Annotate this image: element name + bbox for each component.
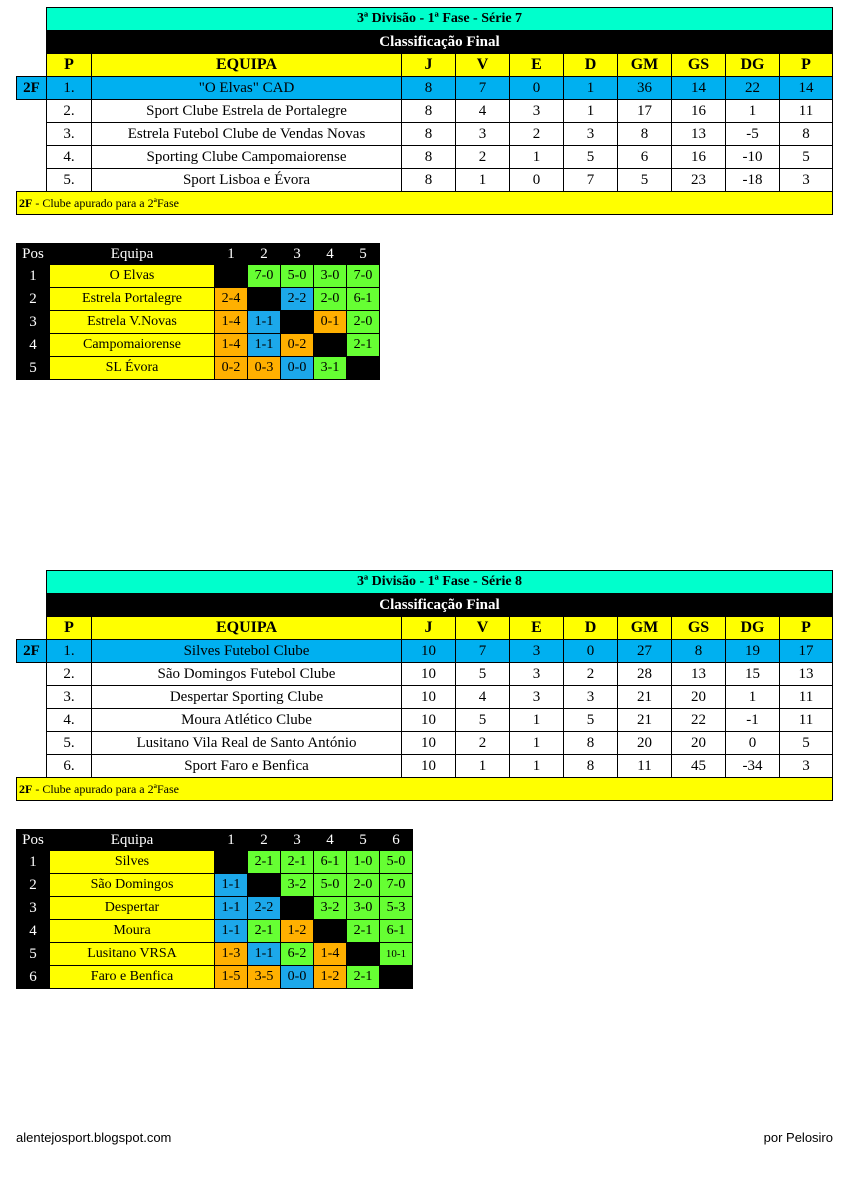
team-name: "O Elvas" CAD [92, 77, 402, 100]
qualified-tag [17, 663, 47, 686]
stat-cell: 16 [672, 100, 726, 123]
results-matrix [16, 829, 413, 989]
match-result: 2-2 [281, 288, 314, 311]
column-header: GM [618, 54, 672, 77]
match-result: 1-1 [248, 311, 281, 334]
stat-cell: 4 [456, 100, 510, 123]
column-header: P [47, 617, 92, 640]
matrix-row [17, 874, 413, 897]
column-header: GS [672, 617, 726, 640]
tag-cell [17, 8, 47, 31]
stat-cell: 13 [780, 663, 833, 686]
stat-cell: 3. [47, 686, 92, 709]
tag-cell [17, 594, 47, 617]
stat-cell: 8 [402, 123, 456, 146]
matrix-row [17, 920, 413, 943]
column-header: DG [726, 617, 780, 640]
stat-cell: 11 [780, 686, 833, 709]
stat-cell: 1 [510, 709, 564, 732]
match-result: 6-1 [347, 288, 380, 311]
matrix-team: Silves [50, 851, 215, 874]
matrix-pos: 1 [17, 265, 50, 288]
stat-cell: 45 [672, 755, 726, 778]
stat-cell: 2. [47, 100, 92, 123]
stat-cell: 8 [402, 169, 456, 192]
match-result: 1-1 [248, 943, 281, 966]
stat-cell: 3 [510, 663, 564, 686]
match-result: 2-1 [347, 920, 380, 943]
match-result: 1-4 [215, 334, 248, 357]
stat-cell: 4. [47, 146, 92, 169]
qualified-tag: 2F [17, 77, 47, 100]
match-result: 1-1 [215, 874, 248, 897]
team-name: São Domingos Futebol Clube [92, 663, 402, 686]
stat-cell: 22 [726, 77, 780, 100]
stat-cell: 16 [672, 146, 726, 169]
matrix-col-header: 2 [248, 244, 281, 265]
match-result: 0-1 [314, 311, 347, 334]
stat-cell: 3 [564, 123, 618, 146]
stat-cell: 36 [618, 77, 672, 100]
matrix-row [17, 851, 413, 874]
stat-cell: 10 [402, 732, 456, 755]
match-result: 3-5 [248, 966, 281, 989]
match-result: 1-5 [215, 966, 248, 989]
match-result: 2-1 [248, 920, 281, 943]
stat-cell: 11 [780, 709, 833, 732]
match-result: 0-3 [248, 357, 281, 380]
stat-cell: 8 [402, 100, 456, 123]
stat-cell: 5 [618, 169, 672, 192]
match-result: 5-0 [314, 874, 347, 897]
match-result [347, 357, 380, 380]
column-header: GM [618, 617, 672, 640]
table-row [17, 709, 833, 732]
footer-author: por Pelosiro [763, 1130, 833, 1145]
table-row [17, 169, 833, 192]
qualified-tag [17, 709, 47, 732]
match-result: 3-0 [314, 265, 347, 288]
matrix-team: São Domingos [50, 874, 215, 897]
match-result: 0-0 [281, 966, 314, 989]
stat-cell: 3. [47, 123, 92, 146]
match-result: 1-0 [347, 851, 380, 874]
team-name: Lusitano Vila Real de Santo António [92, 732, 402, 755]
stat-cell: 1 [456, 755, 510, 778]
stat-cell: -34 [726, 755, 780, 778]
team-name: Moura Atlético Clube [92, 709, 402, 732]
matrix-col-header: 4 [314, 830, 347, 851]
legend-text: - Clube apurado para a 2ªFase [32, 196, 179, 210]
match-result: 2-0 [347, 874, 380, 897]
stat-cell: 20 [672, 732, 726, 755]
matrix-pos: 3 [17, 311, 50, 334]
stat-cell: 5 [456, 709, 510, 732]
stat-cell: 7 [456, 640, 510, 663]
stat-cell: 1. [47, 77, 92, 100]
stat-cell: 27 [618, 640, 672, 663]
matrix-header-pos: Pos [17, 830, 50, 851]
stat-cell: 10 [402, 755, 456, 778]
qualified-tag [17, 169, 47, 192]
matrix-col-header: 5 [347, 830, 380, 851]
table-row [17, 686, 833, 709]
stat-cell: 0 [510, 169, 564, 192]
title-row [17, 571, 833, 594]
match-result: 2-2 [248, 897, 281, 920]
table-row [17, 77, 833, 100]
stat-cell: 23 [672, 169, 726, 192]
standings-table [16, 7, 833, 215]
stat-cell: 28 [618, 663, 672, 686]
match-result: 1-4 [314, 943, 347, 966]
team-name: Estrela Futebol Clube de Vendas Novas [92, 123, 402, 146]
stat-cell: 3 [564, 686, 618, 709]
qualified-tag [17, 732, 47, 755]
matrix-team: Lusitano VRSA [50, 943, 215, 966]
legend-row [17, 778, 833, 801]
stat-cell: 3 [780, 169, 833, 192]
column-header: P [780, 617, 833, 640]
team-name: Sporting Clube Campomaiorense [92, 146, 402, 169]
matrix-team: Campomaiorense [50, 334, 215, 357]
stat-cell: 2. [47, 663, 92, 686]
matrix-pos: 4 [17, 920, 50, 943]
match-result: 5-3 [380, 897, 413, 920]
match-result: 0-2 [281, 334, 314, 357]
match-result: 2-0 [314, 288, 347, 311]
match-result: 1-3 [215, 943, 248, 966]
matrix-team: Faro e Benfica [50, 966, 215, 989]
matrix-pos: 1 [17, 851, 50, 874]
stat-cell: 5 [456, 663, 510, 686]
results-matrix [16, 243, 380, 380]
stat-cell: 5 [564, 709, 618, 732]
matrix-team: Estrela Portalegre [50, 288, 215, 311]
column-header: E [510, 54, 564, 77]
match-result: 2-0 [347, 311, 380, 334]
match-result [380, 966, 413, 989]
stat-cell: 2 [456, 146, 510, 169]
stat-cell: 11 [780, 100, 833, 123]
matrix-team: O Elvas [50, 265, 215, 288]
match-result: 7-0 [248, 265, 281, 288]
matrix-row [17, 897, 413, 920]
stat-cell: 2 [564, 663, 618, 686]
legend-text: - Clube apurado para a 2ªFase [32, 782, 179, 796]
title-row [17, 8, 833, 31]
stat-cell: 8 [672, 640, 726, 663]
series-subtitle: Classificação Final [47, 31, 833, 54]
match-result: 6-1 [314, 851, 347, 874]
legend-row [17, 192, 833, 215]
match-result: 1-1 [215, 897, 248, 920]
column-header: V [456, 617, 510, 640]
matrix-pos: 5 [17, 357, 50, 380]
match-result [248, 288, 281, 311]
stat-cell: 7 [564, 169, 618, 192]
match-result: 1-4 [215, 311, 248, 334]
stat-cell: 1. [47, 640, 92, 663]
column-header: J [402, 54, 456, 77]
match-result [215, 851, 248, 874]
match-result: 2-1 [248, 851, 281, 874]
matrix-team: SL Évora [50, 357, 215, 380]
match-result: 1-2 [281, 920, 314, 943]
tag-cell [17, 54, 47, 77]
table-row [17, 100, 833, 123]
match-result [248, 874, 281, 897]
stat-cell: 8 [402, 146, 456, 169]
match-result: 1-2 [314, 966, 347, 989]
stat-cell: 8 [564, 732, 618, 755]
stat-cell: 1 [564, 77, 618, 100]
stat-cell: -5 [726, 123, 780, 146]
matrix-header-team: Equipa [50, 244, 215, 265]
stat-cell: 5 [564, 146, 618, 169]
stat-cell: 13 [672, 663, 726, 686]
matrix-row [17, 334, 380, 357]
tag-cell [17, 31, 47, 54]
column-header: GS [672, 54, 726, 77]
matrix-col-header: 5 [347, 244, 380, 265]
stat-cell: 5. [47, 732, 92, 755]
match-result: 6-2 [281, 943, 314, 966]
stat-cell: 8 [780, 123, 833, 146]
column-header: J [402, 617, 456, 640]
matrix-col-header: 1 [215, 830, 248, 851]
match-result: 2-4 [215, 288, 248, 311]
stat-cell: 1 [510, 146, 564, 169]
matrix-header-row [17, 830, 413, 851]
qualified-tag [17, 123, 47, 146]
tag-cell [17, 617, 47, 640]
qualified-tag [17, 146, 47, 169]
stat-cell: 10 [402, 640, 456, 663]
match-result: 5-0 [380, 851, 413, 874]
subtitle-row [17, 594, 833, 617]
match-result: 2-1 [347, 966, 380, 989]
match-result: 3-2 [281, 874, 314, 897]
matrix-pos: 6 [17, 966, 50, 989]
team-name: Despertar Sporting Clube [92, 686, 402, 709]
team-name: Sport Lisboa e Évora [92, 169, 402, 192]
stat-cell: 5 [780, 146, 833, 169]
stat-cell: 6. [47, 755, 92, 778]
match-result: 3-2 [314, 897, 347, 920]
match-result [347, 943, 380, 966]
match-result: 3-0 [347, 897, 380, 920]
match-result: 7-0 [380, 874, 413, 897]
match-result [281, 897, 314, 920]
matrix-col-header: 1 [215, 244, 248, 265]
column-header: EQUIPA [92, 617, 402, 640]
matrix-row [17, 943, 413, 966]
column-header: V [456, 54, 510, 77]
qualified-tag [17, 755, 47, 778]
column-header: EQUIPA [92, 54, 402, 77]
stat-cell: -1 [726, 709, 780, 732]
table-row [17, 755, 833, 778]
stat-cell: -10 [726, 146, 780, 169]
team-name: Sport Faro e Benfica [92, 755, 402, 778]
stat-cell: 19 [726, 640, 780, 663]
match-result: 0-0 [281, 357, 314, 380]
stat-cell: 1 [456, 169, 510, 192]
matrix-header-team: Equipa [50, 830, 215, 851]
stat-cell: 8 [618, 123, 672, 146]
matrix-header-row [17, 244, 380, 265]
stat-cell: 21 [618, 686, 672, 709]
stat-cell: 8 [402, 77, 456, 100]
stat-cell: -18 [726, 169, 780, 192]
table-row [17, 640, 833, 663]
stat-cell: 2 [456, 732, 510, 755]
stat-cell: 3 [510, 686, 564, 709]
match-result: 5-0 [281, 265, 314, 288]
matrix-col-header: 3 [281, 244, 314, 265]
column-header: DG [726, 54, 780, 77]
matrix-row [17, 288, 380, 311]
legend-cell [17, 192, 833, 215]
stat-cell: 4. [47, 709, 92, 732]
qualified-tag [17, 686, 47, 709]
matrix-col-header: 6 [380, 830, 413, 851]
stat-cell: 5 [780, 732, 833, 755]
matrix-col-header: 3 [281, 830, 314, 851]
matrix-pos: 4 [17, 334, 50, 357]
stat-cell: 10 [402, 686, 456, 709]
column-header: D [564, 617, 618, 640]
standings-table [16, 570, 833, 801]
legend-tag: 2F [19, 782, 33, 796]
stat-cell: 14 [780, 77, 833, 100]
match-result: 7-0 [347, 265, 380, 288]
team-name: Sport Clube Estrela de Portalegre [92, 100, 402, 123]
stat-cell: 0 [510, 77, 564, 100]
stat-cell: 17 [618, 100, 672, 123]
stat-cell: 10 [402, 709, 456, 732]
matrix-row [17, 265, 380, 288]
stat-cell: 15 [726, 663, 780, 686]
matrix-pos: 2 [17, 874, 50, 897]
qualified-tag: 2F [17, 640, 47, 663]
match-result: 2-1 [347, 334, 380, 357]
stat-cell: 1 [726, 100, 780, 123]
team-name: Silves Futebol Clube [92, 640, 402, 663]
stat-cell: 1 [510, 732, 564, 755]
match-result [215, 265, 248, 288]
table-row [17, 123, 833, 146]
matrix-team: Estrela V.Novas [50, 311, 215, 334]
stat-cell: 1 [726, 686, 780, 709]
column-header: E [510, 617, 564, 640]
matrix-row [17, 966, 413, 989]
match-result [281, 311, 314, 334]
stat-cell: 10 [402, 663, 456, 686]
footer-site: alentejosport.blogspot.com [16, 1130, 172, 1145]
series-title: 3ª Divisão - 1ª Fase - Série 7 [47, 8, 833, 31]
subtitle-row [17, 31, 833, 54]
legend-tag: 2F [19, 196, 33, 210]
stat-cell: 22 [672, 709, 726, 732]
match-result: 10-1 [380, 943, 413, 966]
match-result: 1-1 [215, 920, 248, 943]
match-result [314, 334, 347, 357]
stat-cell: 3 [780, 755, 833, 778]
matrix-row [17, 311, 380, 334]
tag-cell [17, 571, 47, 594]
matrix-team: Moura [50, 920, 215, 943]
match-result: 3-1 [314, 357, 347, 380]
stat-cell: 11 [618, 755, 672, 778]
match-result: 6-1 [380, 920, 413, 943]
stat-cell: 8 [564, 755, 618, 778]
series-title: 3ª Divisão - 1ª Fase - Série 8 [47, 571, 833, 594]
matrix-row [17, 357, 380, 380]
series-subtitle: Classificação Final [47, 594, 833, 617]
column-header: P [47, 54, 92, 77]
table-row [17, 146, 833, 169]
matrix-pos: 3 [17, 897, 50, 920]
stat-cell: 0 [726, 732, 780, 755]
match-result: 2-1 [281, 851, 314, 874]
stat-cell: 1 [510, 755, 564, 778]
stat-cell: 3 [456, 123, 510, 146]
header-row [17, 617, 833, 640]
matrix-pos: 5 [17, 943, 50, 966]
matrix-header-pos: Pos [17, 244, 50, 265]
stat-cell: 7 [456, 77, 510, 100]
stat-cell: 21 [618, 709, 672, 732]
stat-cell: 2 [510, 123, 564, 146]
header-row [17, 54, 833, 77]
stat-cell: 20 [672, 686, 726, 709]
matrix-col-header: 4 [314, 244, 347, 265]
stat-cell: 1 [564, 100, 618, 123]
stat-cell: 3 [510, 100, 564, 123]
table-row [17, 663, 833, 686]
column-header: P [780, 54, 833, 77]
table-row [17, 732, 833, 755]
stat-cell: 13 [672, 123, 726, 146]
legend-cell [17, 778, 833, 801]
stat-cell: 4 [456, 686, 510, 709]
qualified-tag [17, 100, 47, 123]
stat-cell: 5. [47, 169, 92, 192]
matrix-team: Despertar [50, 897, 215, 920]
stat-cell: 3 [510, 640, 564, 663]
stat-cell: 14 [672, 77, 726, 100]
column-header: D [564, 54, 618, 77]
stat-cell: 6 [618, 146, 672, 169]
match-result [314, 920, 347, 943]
match-result: 0-2 [215, 357, 248, 380]
matrix-col-header: 2 [248, 830, 281, 851]
stat-cell: 20 [618, 732, 672, 755]
matrix-pos: 2 [17, 288, 50, 311]
stat-cell: 17 [780, 640, 833, 663]
stat-cell: 0 [564, 640, 618, 663]
match-result: 1-1 [248, 334, 281, 357]
